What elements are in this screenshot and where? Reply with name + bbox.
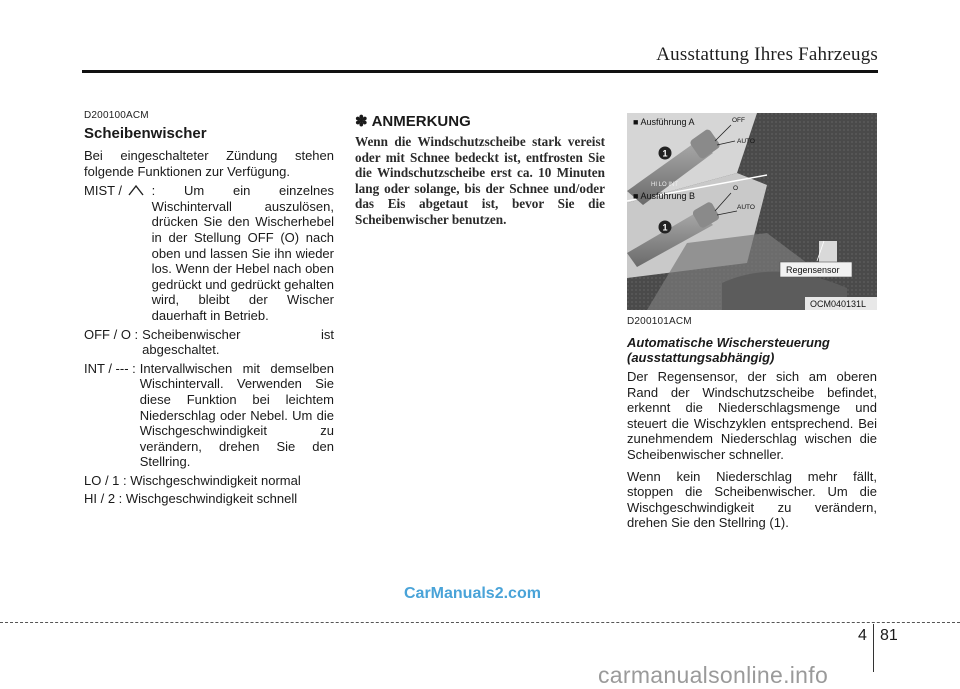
header-rule [82,70,878,73]
label-off-b: O [733,185,739,192]
page-divider [873,624,874,672]
int-description: Intervallwischen mit demselben Wischintervall. Verwenden Sie diese Funktion bei leichtem Niederschlag oder Nebel. Um die Wischgeschwindigkeit zu verändern, drehen Sie den Stellring. [139,360,334,470]
rain-sensor-paragraph-2: Wenn kein Niederschlag mehr fällt, stoppen die Scheibenwischer. Um die Wischgeschwindigkeit zu verändern, drehen Sie den Stellring (1). [627,468,877,531]
int-term: INT / --- : [84,360,136,376]
section-heading: Scheibenwischer [84,125,207,142]
mist-description: : Um ein einzelnes Wischintervall auszulösen, drücken Sie den Wischerhebel in der Stellung OFF (O) nach oben und lassen Sie ihn wieder los. Wenn der Hebel nach oben gedrückt und gedrückt gehalten wird, bleibt der Wischer dauerhaft in Betrieb. [151,183,334,323]
note-body: Wenn die Windschutzscheibe stark vereist oder mit Schnee bedeckt ist, entfrosten Sie die Windschutzscheibe erst ca. 10 Minuten lang oder solange, bis der Schnee und/oder das Eis abgetaut ist, bevor Sie die Scheibenwischer benutzen. [355,134,605,227]
label-auto-a: AUTO [737,138,755,145]
chapter-number: 4 [858,627,867,644]
footer-rule [0,622,960,623]
regensensor-label: Regensensor [786,265,840,275]
mist-chevron-icon [126,184,146,196]
page-header-title: Ausstattung Ihres Fahrzeugs [656,44,878,65]
note-title-text: ANMERKUNG [371,112,471,130]
svg-text:HI LO INT: HI LO INT [651,182,679,188]
label-ausfuehrung-a: ■ Ausführung A [633,117,695,127]
off-description: Scheibenwischer ist abgeschaltet. [142,326,334,358]
section-code-right: D200101ACM [627,316,692,327]
label-ausfuehrung-b: ■ Ausführung B [633,191,695,201]
note-title [355,112,605,130]
int-definition [84,361,334,470]
svg-text:1: 1 [662,222,668,233]
left-column [84,110,334,507]
wiper-illustration [627,113,877,310]
rain-sensor-paragraph-1: Der Regensensor, der sich am oberen Rand der Windschutzscheibe befindet, erkennt die Niederschlagsmenge und steuert die Wischzyklen entsprechend. Bei zunehmendem Niederschlag wischen die Scheibenwischer schneller. [627,369,877,462]
page-number: 81 [880,627,898,644]
intro-paragraph: Bei eingeschalteter Zündung stehen folgende Funktionen zur Verfügung. [84,148,334,179]
mist-term: MIST / [84,183,146,323]
right-column [627,316,877,535]
section-code: D200100ACM [84,110,149,121]
off-definition [84,327,334,358]
image-code: OCM040131L [810,299,867,309]
hi-line: HI / 2 : Wischgeschwindigkeit schnell [84,491,298,507]
svg-text:1: 1 [662,148,668,159]
mist-definition [84,183,334,323]
off-term: OFF / O : [84,326,139,342]
lo-line: LO / 1 : Wischgeschwindigkeit normal [84,472,301,488]
note-asterisk-icon: ✽ [355,113,368,130]
label-auto-b: AUTO [737,204,755,211]
label-off-a: OFF [732,117,745,124]
note-box [355,112,605,228]
watermark-carmanuals2[interactable]: CarManuals2.com [404,585,541,602]
section-heading-right: Automatische Wischersteuerung (ausstattungsabhängig) [627,335,830,365]
watermark-carmanualsonline[interactable]: carmanualsonline.info [598,662,829,688]
